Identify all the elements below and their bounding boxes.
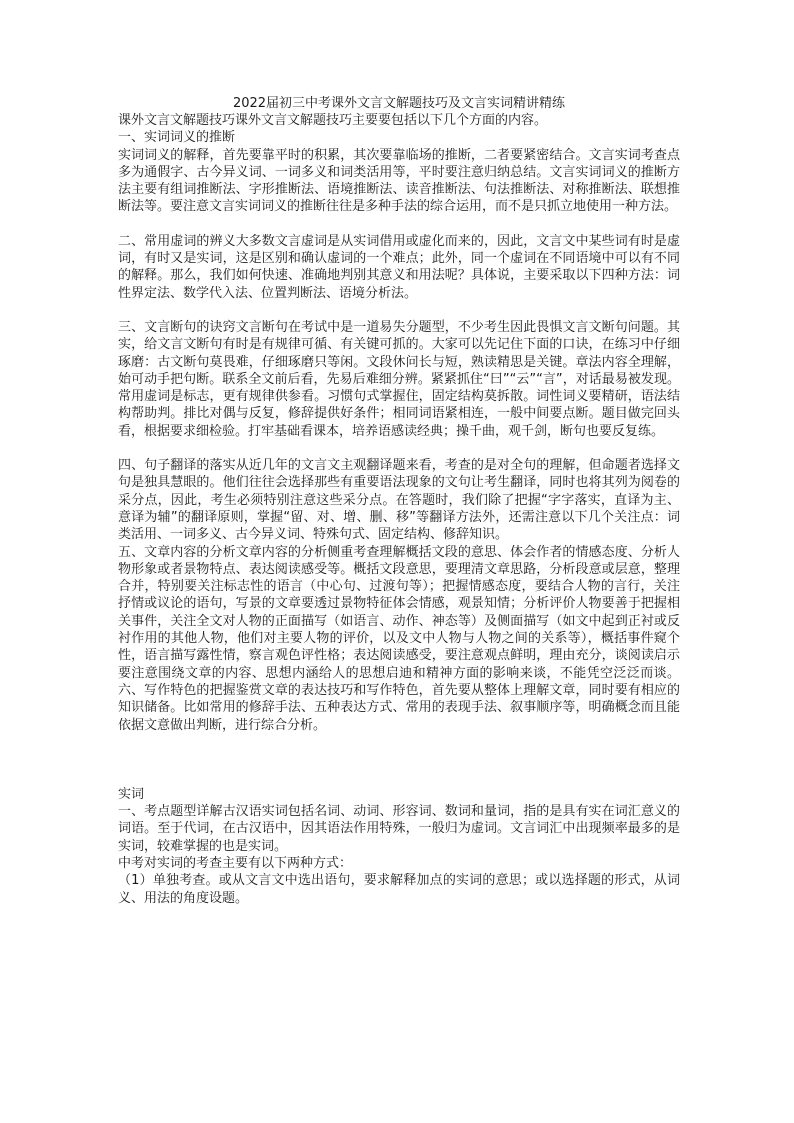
section1-heading: 一、实词词义的推断 xyxy=(118,130,236,146)
shici-paragraph-1: 一、考点题型详解古汉语实词包括名词、动词、形容词、数词和量词，指的是具有实在词汇意义的词语。至于代词，在古汉语中，因其语法作用特殊，一般归为虚词。文言词汇中出现频率最多的是实词，较难掌握的也是实词。 xyxy=(118,804,680,854)
intro-text: 课外文言文解题技巧课外文言文解题技巧主要要包括以下几个方面的内容。 xyxy=(118,113,548,128)
section4-body: 四、句子翻译的落实从近几年的文言文主观翻译题来看，考查的是对全句的理解，但命题者选择文句是独具慧眼的。他们往往会选择那些有重要语法现象的文句让考生翻译，同时也将其列为阅卷的采分点，因此，考生必须特别注意这些采分点。在答题时，我们除了把握“字字落实，直译为主、意译为辅”的翻译原则，掌握“留、对、增、删、移”等翻译方法外，还需注意以下几个关注点：词类活用、一词多义、古今异义词、特殊句式、固定结构、修辞知识。 xyxy=(118,458,680,543)
spacer xyxy=(118,734,680,786)
document-title: 2022届初三中考课外文言文解题技巧及文言实词精讲精练 xyxy=(232,96,566,111)
spacer xyxy=(118,216,680,233)
shici-paragraph-2: 中考对实词的考查主要有以下两种方式： xyxy=(118,855,353,871)
section1-body: 实词词义的解释，首先要靠平时的积累，其次要靠临场的推断，二者要紧密结合。文言实词考查点多为通假字、古今异义词、一词多义和词类活用等，平时要注意归纳总结。文言实词词义的推断方法主要有组词推断法、字形推断法、语境推断法、读音推断法、句法推断法、对称推断法、联想推断法等。要注意文言实词词义的推断往往是多种手法的综合运用，而不是只抓立地使用一种方法。 xyxy=(118,147,680,215)
spacer xyxy=(118,440,680,457)
shici-heading: 实词 xyxy=(118,786,145,802)
document-page xyxy=(118,96,680,907)
shici-paragraph-3: （1）单独考查。或从文言文中选出语句，要求解释加点的实词的意思；或以选择题的形式，从词义、用法的角度设题。 xyxy=(118,873,680,906)
section2-body: 二、常用虚词的辨义大多数文言虚词是从实词借用或虚化而来的，因此，文言文中某些词有时是虚词，有时又是实词，这是区别和确认虚词的一个难点；此外，同一个虚词在不同语境中可以有不同的解释。那么，我们如何快速、准确地判别其意义和用法呢？具体说，主要采取以下四种方法：词性界定法、数学代入法、位置判断法、语境分析法。 xyxy=(118,233,680,301)
section3-body: 三、文言断句的诀窍文言断句在考试中是一道易失分题型，不少考生因此畏惧文言文断句问题。其实，给文言文断句有时是有规律可循、有关键可抓的。大家可以先记住下面的口诀，在练习中仔细琢磨：古文断句莫畏难，仔细琢磨只等闲。文段休问长与短，熟读精思是关键。章法内容全理解，始可动手把句断。联系全文前后看，先易后难细分辨。紧紧抓住“曰”“云”“言”，对话最易被发现。常用虚词是标志，更有规律供参看。习惯句式掌握住，固定结构莫拆散。词性词义要精研，语法结构帮助判。排比对偶与反复，修辞提供好条件；相同词语紧相连，一般中间要点断。题目做完回头看，根据要求细检验。打牢基础看课本，培养语感读经典；操千曲，观千剑，断句也要反复练。 xyxy=(118,319,680,439)
section5-body: 五、文章内容的分析文章内容的分析侧重考查理解概括文段的意思、体会作者的情感态度、分析人物形象或者景物特点、表达阅读感受等。概括文段意思，要理清文章思路，分析段意或层意，整理合并，特别要关注标志性的语言（中心句、过渡句等）；把握情感态度，要结合人物的言行，关注抒情或议论的语句，写景的文章要透过景物特征体会情感，观景知情；分析评价人物要善于把握相关事件，关注全文对人物的正面描写（如语言、动作、神态等）及侧面描写（如文中起到正衬或反衬作用的其他人物，他们对主要人物的评价，以及文中人物与人物之间的关系等），概括事件窥个性，语言描写露性情，察言观色评性格；表达阅读感受，要注意观点鲜明，理由充分，谈阅读启示要注意围绕文章的内容、思想内涵给人的思想启迪和精神方面的影响来谈，不能凭空泛泛而谈。六、写作特色的把握鉴赏文章的表达技巧和写作特色，首先要从整体上理解文章，同时要有相应的知识储备。比如常用的修辞手法、五种表达方式、常用的表现手法、叙事顺序等，明确概念而且能依据文意做出判断，进行综合分析。 xyxy=(118,544,680,733)
spacer xyxy=(118,302,680,319)
